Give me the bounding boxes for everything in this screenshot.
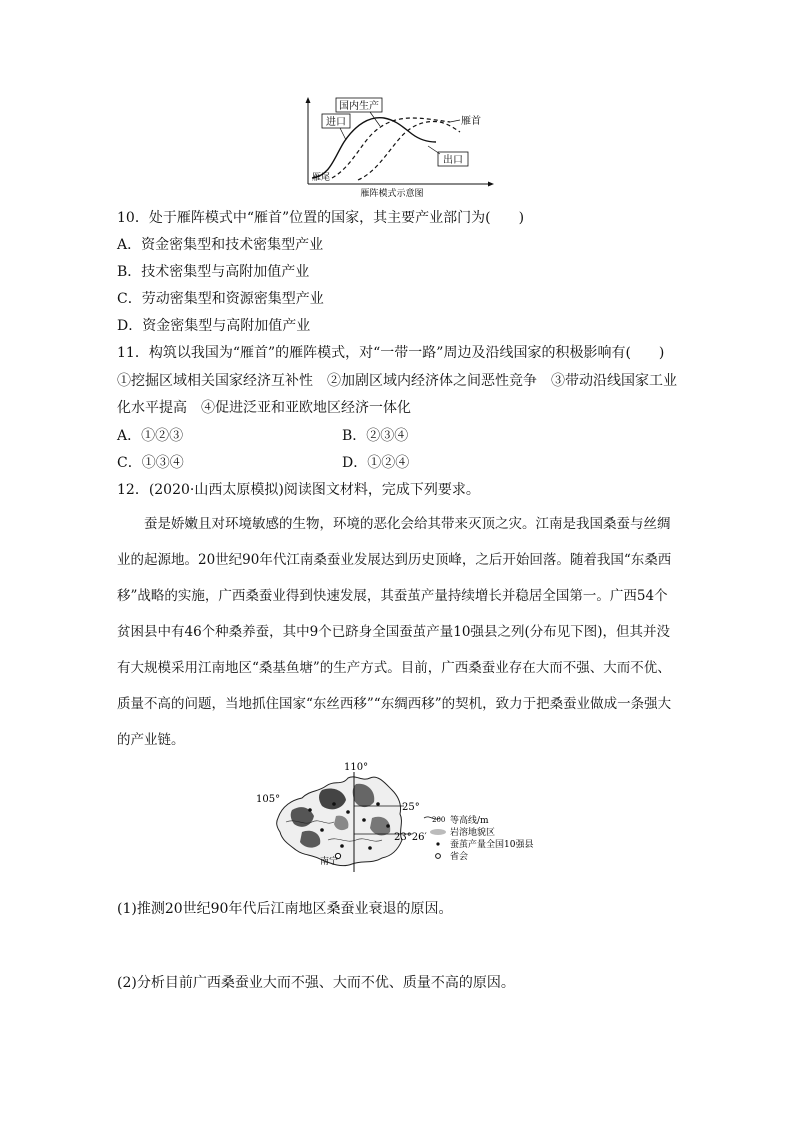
q12-paragraph: 蚕是娇嫩且对环境敏感的生物，环境的恶化会给其带来灭顶之灾。江南是我国桑蚕与丝绸业的起源地。20世纪90年代江南桑蚕业发展达到历史顶峰，之后开始回落。随着我国“东桑西移”战略的实施，广西桑蚕业得到快速发展，其蚕茧产量持续增长并稳居全国第一。广西54个贫困县中有46个种桑养蚕，其中9个已跻身全国蚕茧产量10强县之列(分布见下图)，但其并没有大规模采用江南地区“桑基鱼塘”的生产方式。目前，广西桑蚕业存在大而不强、大而不优、质量不高的问题，当地抓住国家“东丝西移”“东绸西移”的契机，致力于把桑蚕业做成一条强大的产业链。 <box>117 516 672 748</box>
label-105: 105° <box>256 794 281 805</box>
q11-stem: 11．构筑以我国为“雁首”的雁阵模式，对“一带一路”周边及沿线国家的积极影响有( ) <box>117 345 665 361</box>
county-dot <box>340 844 344 848</box>
county-dot <box>362 818 366 822</box>
import-leader <box>340 128 346 140</box>
label-domestic: 国内生产 <box>339 101 379 112</box>
q10-stem: 10．处于雁阵模式中“雁首”位置的国家，其主要产业部门为( ) <box>117 210 525 226</box>
legend-county-symbol <box>436 842 439 845</box>
q11-option-c: C．①③④ <box>117 455 184 471</box>
q12-stem: 12．(2020·山西太原模拟)阅读图文材料，完成下列要求。 <box>117 482 480 498</box>
county-dot <box>346 810 350 814</box>
export-leader <box>428 146 440 154</box>
q10-option-b: B．技术密集型与高附加值产业 <box>117 264 310 280</box>
q11-option-a: A．①②③ <box>117 428 184 444</box>
legend-contour-value: 200 <box>432 816 446 824</box>
label-city: 南宁 <box>320 857 339 867</box>
county-dot <box>332 802 336 806</box>
q10-option-a: A．资金密集型和技术密集型产业 <box>117 237 324 253</box>
q10-option-d: D．资金密集型与高附加值产业 <box>117 318 311 334</box>
label-export: 出口 <box>443 155 463 166</box>
county-dot <box>386 824 390 828</box>
label-head: 雁首 <box>461 116 481 127</box>
legend-capital: 省会 <box>450 852 469 862</box>
q11-option-d: D．①②④ <box>342 455 410 471</box>
q10-option-c: C．劳动密集型和资源密集型产业 <box>117 291 324 307</box>
q12-material <box>117 506 677 758</box>
legend-county: 蚕茧产量全国10强县 <box>450 840 534 850</box>
figure-caption: 雁阵模式示意图 <box>360 189 424 199</box>
county-dot <box>320 828 324 832</box>
x-axis-arrow <box>488 182 494 187</box>
legend-contour: 等高线/m <box>450 816 489 826</box>
q12-sub1: (1)推测20世纪90年代后江南地区桑蚕业衰退的原因。 <box>117 901 453 917</box>
label-2326: 23°26′ <box>394 832 427 843</box>
label-import: 进口 <box>326 117 346 128</box>
export-curve <box>358 122 460 180</box>
legend-karst-symbol <box>430 829 446 835</box>
q11-option-b: B．②③④ <box>342 428 409 444</box>
q12-sub2: (2)分析目前广西桑蚕业大而不强、大而不优、质量不高的原因。 <box>117 975 515 991</box>
guangxi-map <box>252 760 612 890</box>
y-axis-arrow <box>306 97 311 103</box>
q11-statements-line1: ①挖掘区域相关国家经济互补性 ②加剧区域内经济体之间恶性竞争 ③带动沿线国家工业 <box>117 373 677 389</box>
label-110: 110° <box>344 762 369 773</box>
legend-capital-symbol <box>436 854 441 859</box>
county-dot <box>308 808 312 812</box>
county-dot <box>376 802 380 806</box>
goose-pattern-figure <box>300 96 500 200</box>
label-25: 25° <box>402 802 420 813</box>
label-tail: 雁尾 <box>312 173 331 183</box>
legend-karst: 岩溶地貌区 <box>450 828 496 838</box>
county-dot <box>368 846 372 850</box>
head-leader <box>450 120 460 122</box>
q11-statements-line2: 化水平提高 ④促进泛亚和亚欧地区经济一体化 <box>117 400 411 416</box>
